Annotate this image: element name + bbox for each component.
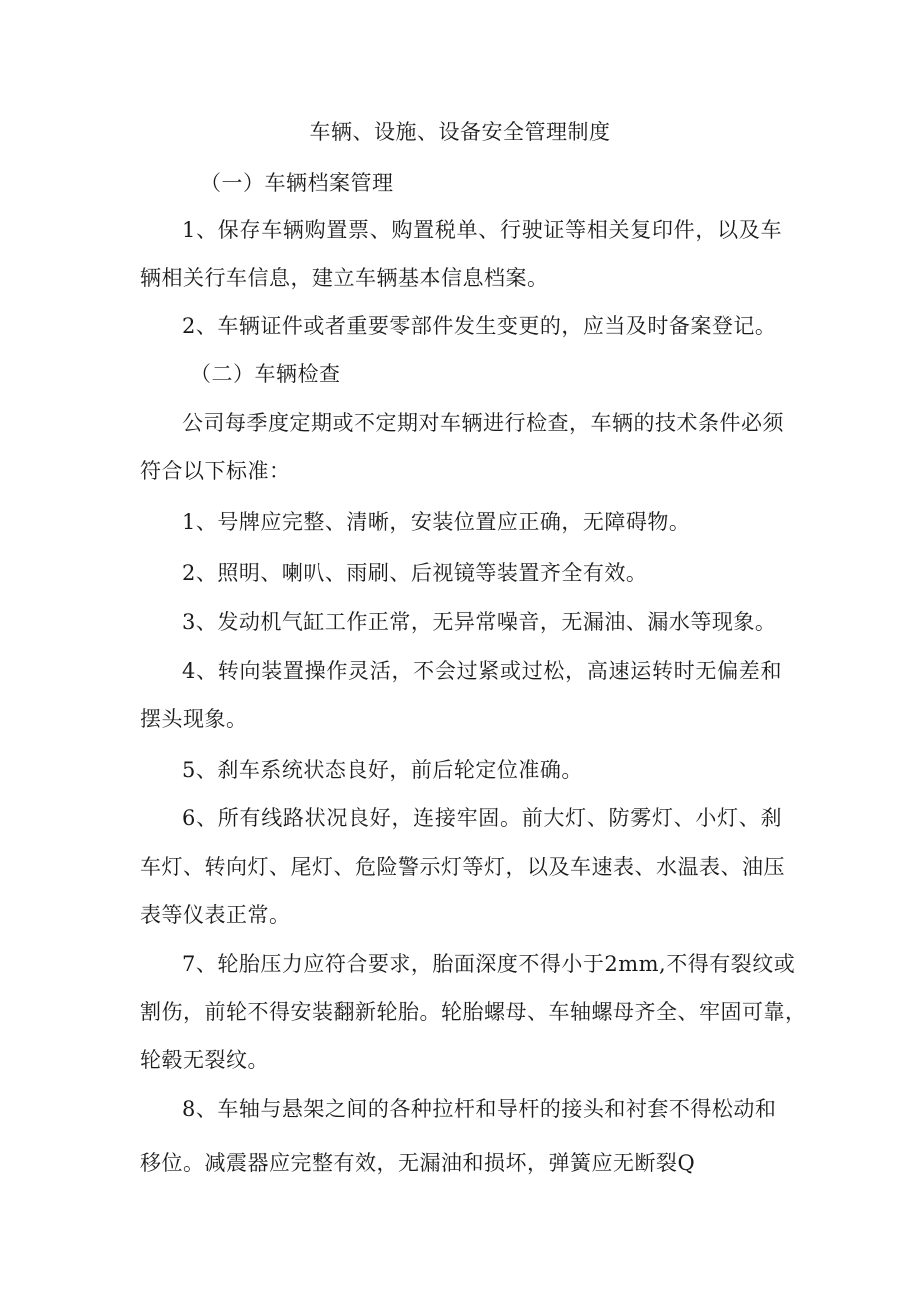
- paragraph-line: 车灯、转向灯、尾灯、危险警示灯等灯，以及车速表、水温表、油压: [140, 855, 785, 879]
- paragraph-line: 4、转向装置操作灵活，不会过紧或过松，高速运转时无偏差和: [182, 659, 782, 683]
- paragraph-line: 3、发动机气缸工作正常，无异常噪音，无漏油、漏水等现象。: [182, 610, 777, 634]
- paragraph-line: 2、车辆证件或者重要零部件发生变更的，应当及时备案登记。: [182, 314, 777, 338]
- paragraph-line: 摆头现象。: [140, 707, 248, 731]
- paragraph-line: 移位。减震器应完整有效，无漏油和损坏，弹簧应无断裂Q: [140, 1151, 696, 1175]
- paragraph-line: 公司每季度定期或不定期对车辆进行检查，车辆的技术条件必须: [182, 411, 784, 435]
- section-heading-vehicle-inspection: （二）车辆检查: [190, 362, 341, 386]
- document-title: 车辆、设施、设备安全管理制度: [309, 120, 611, 144]
- section-heading-vehicle-records: （一）车辆档案管理: [200, 171, 394, 195]
- paragraph-line: 割伤，前轮不得安装翻新轮胎。轮胎螺母、车轴螺母齐全、牢固可靠，: [140, 1000, 807, 1024]
- paragraph-line: 符合以下标准：: [140, 459, 291, 483]
- paragraph-line: 1、号牌应完整、清晰，安装位置应正确，无障碍物。: [182, 510, 691, 534]
- paragraph-line: 1、保存车辆购置票、购置税单、行驶证等相关复印件，以及车: [182, 218, 782, 242]
- paragraph-line: 6、所有线路状况良好，连接牢固。前大灯、防雾灯、小灯、刹: [182, 806, 782, 830]
- paragraph-line: 8、车轴与悬架之间的各种拉杆和导杆的接头和衬套不得松动和: [182, 1097, 777, 1121]
- paragraph-line: 5、刹车系统状态良好，前后轮定位准确。: [182, 758, 583, 782]
- paragraph-line: 辆相关行车信息，建立车辆基本信息档案。: [140, 266, 549, 290]
- paragraph-line: 轮毂无裂纹。: [140, 1048, 269, 1072]
- paragraph-line: 2、照明、喇叭、雨刷、后视镜等装置齐全有效。: [182, 561, 648, 585]
- paragraph-line: 表等仪表正常。: [140, 903, 291, 927]
- paragraph-line: 7、轮胎压力应符合要求，胎面深度不得小于2mm,不得有裂纹或: [182, 952, 796, 976]
